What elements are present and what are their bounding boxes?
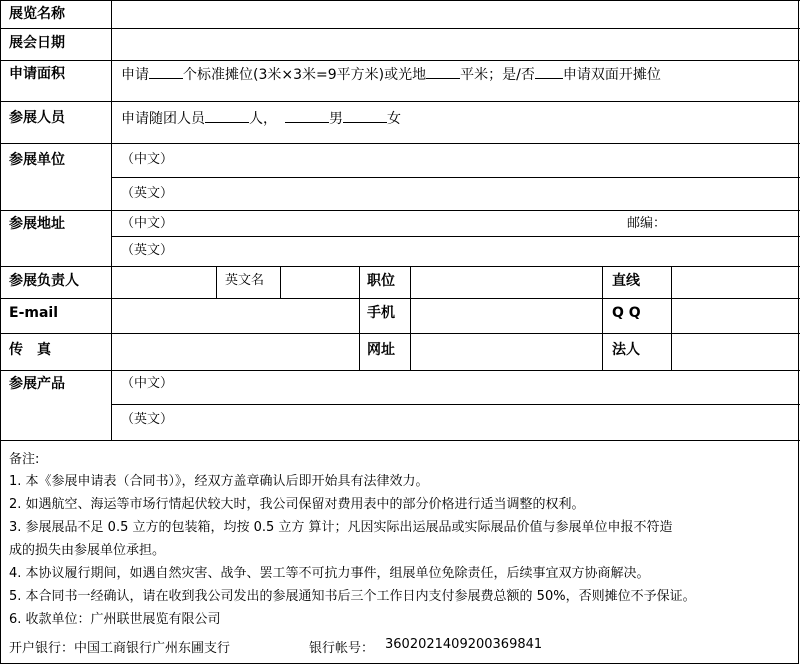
exhibition-name-field[interactable] <box>113 2 797 26</box>
row-divider <box>1 370 800 371</box>
booth-count-blank[interactable] <box>149 66 183 79</box>
area-text-a: 申请 <box>121 67 149 83</box>
area-label: 申请面积 <box>9 66 65 82</box>
fax-label: 传 真 <box>9 342 51 358</box>
exhibition-date-field[interactable] <box>113 30 797 58</box>
row-divider <box>1 101 800 102</box>
qq-label: Q Q <box>612 305 641 321</box>
column-divider <box>602 266 603 370</box>
notes-title: 备注: <box>9 452 40 467</box>
row-divider <box>1 143 800 144</box>
column-divider <box>280 266 281 298</box>
company-cn-label: （中文） <box>121 152 174 167</box>
area-text-b: 个标准摊位(3米×3米=9平方米)或光地 <box>183 67 427 83</box>
row-divider <box>1 440 800 441</box>
row-divider <box>1 333 800 334</box>
address-label: 参展地址 <box>9 216 65 232</box>
address-cn-label: （中文） <box>121 216 174 231</box>
legal-person-label: 法人 <box>612 342 640 358</box>
postcode-label: 邮编： <box>627 216 667 231</box>
row-divider <box>1 60 800 61</box>
company-en-label: （英文） <box>121 186 174 201</box>
male-count-blank[interactable] <box>285 110 329 123</box>
female-count-blank[interactable] <box>343 110 387 123</box>
staff-text-a: 申请随团人员 <box>121 111 205 127</box>
products-label: 参展产品 <box>9 376 65 392</box>
address-en-label: （英文） <box>121 243 174 258</box>
note-item: 6. 收款单位：广州联世展览有限公司 <box>9 612 221 627</box>
note-item: 3. 参展展品不足 0.5 立方的包装箱，均按 0.5 立方 算计；凡因实际出运展品或实际展品价值与参展单位申报不符造 <box>9 520 673 535</box>
staff-count-blank[interactable] <box>205 110 249 123</box>
exhibition-name-label: 展览名称 <box>9 6 65 22</box>
english-name-label: 英文名 <box>225 273 265 288</box>
note-item: 5. 本合同书一经确认，请在收到我公司发出的参展通知书后三个工作日内支付参展费总额的 50%，否则摊位不予保证。 <box>9 589 696 604</box>
column-divider <box>671 266 672 370</box>
area-text <box>121 66 661 83</box>
area-text-c: 平米；是/否 <box>460 67 535 83</box>
bank-account-number: 3602021409200369841 <box>385 637 543 652</box>
column-divider <box>111 0 112 440</box>
column-divider <box>410 266 411 370</box>
email-label: E-mail <box>9 305 59 321</box>
area-text-d: 申请双面开摊位 <box>562 67 661 83</box>
direct-line-label: 直线 <box>612 273 640 289</box>
website-label: 网址 <box>367 342 395 358</box>
raw-space-blank[interactable] <box>426 66 460 79</box>
row-divider <box>112 404 800 405</box>
mobile-label: 手机 <box>367 305 395 321</box>
staff-text <box>121 110 401 127</box>
double-open-blank[interactable] <box>535 66 563 79</box>
row-divider <box>1 266 800 267</box>
row-divider <box>1 28 800 29</box>
staff-text-c: 男 <box>329 111 343 127</box>
products-en-label: （英文） <box>121 412 174 427</box>
column-divider <box>216 266 217 298</box>
note-item: 4. 本协议履行期间，如遇自然灾害、战争、罢工等不可抗力事件，组展单位免除责任，后续事宜双方协商解决。 <box>9 566 650 581</box>
exhibition-date-label: 展会日期 <box>9 35 65 51</box>
note-item: 1. 本《参展申请表（合同书）》，经双方盖章确认后即开始具有法律效力。 <box>9 474 429 489</box>
bank-account-label: 银行帐号： <box>309 641 375 656</box>
products-cn-label: （中文） <box>121 376 174 391</box>
row-divider <box>1 298 800 299</box>
column-divider <box>359 266 360 370</box>
staff-label: 参展人员 <box>9 110 65 126</box>
note-item: 2. 如遇航空、海运等市场行情起伏较大时，我公司保留对费用表中的部分价格进行适当调整的权利。 <box>9 497 585 512</box>
row-divider <box>112 177 800 178</box>
contact-person-label: 参展负责人 <box>9 273 79 289</box>
company-label: 参展单位 <box>9 152 65 168</box>
position-label: 职位 <box>367 273 395 289</box>
row-divider <box>112 236 800 237</box>
bank-name: 开户银行：中国工商银行广州东圃支行 <box>9 641 231 656</box>
staff-text-d: 女 <box>387 111 401 127</box>
staff-text-b: 人， <box>249 111 277 127</box>
row-divider <box>1 210 800 211</box>
note-item: 成的损失由参展单位承担。 <box>9 543 166 558</box>
row-divider <box>1 0 800 1</box>
